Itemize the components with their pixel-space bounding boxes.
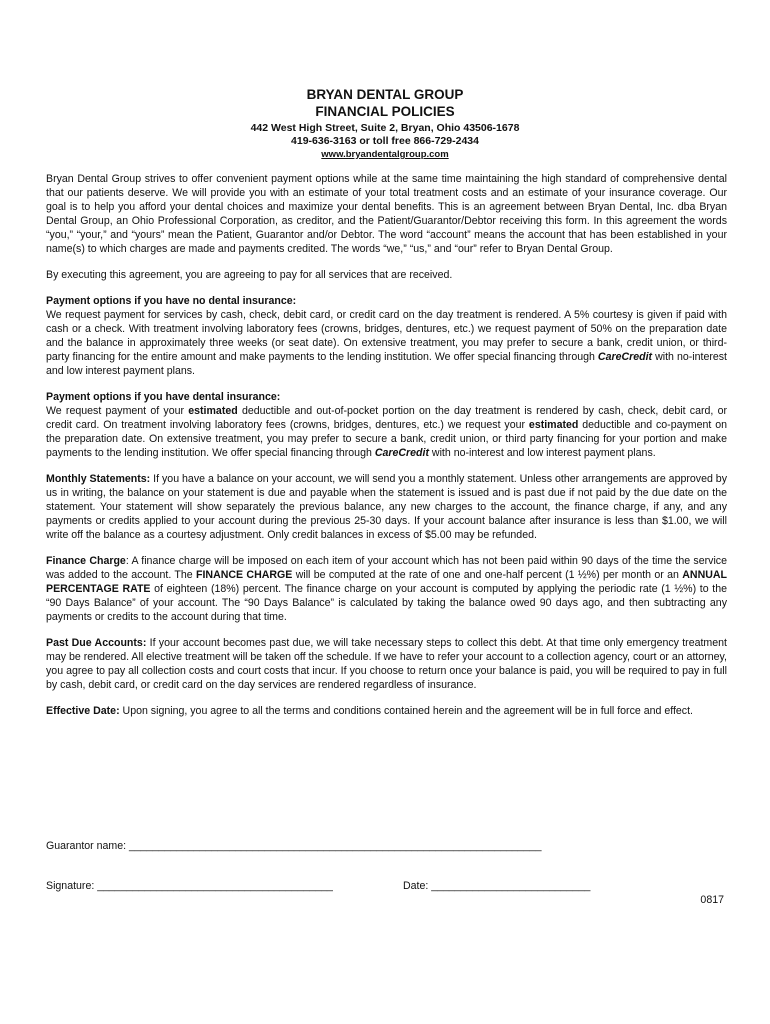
monthly-statements-label: Monthly Statements: (46, 473, 151, 485)
finance-charge-section (46, 554, 727, 624)
carecredit-name: CareCredit (374, 447, 429, 459)
finance-text-c: of eighteen (18%) percent. The finance charge on your account is computed by applying the periodic rate (1 ½%) to the “90 Days Balance” of your account. The “90 Days Balance” is calculated by taking the balance owed 90 days ago, and then subtracting any payments or credits to the account during that time. (46, 583, 727, 623)
signature-field[interactable]: ________________________________________ (97, 880, 333, 892)
website-link[interactable]: www.bryandentalgroup.com (321, 149, 449, 160)
date-label: Date: (403, 880, 429, 892)
no-insurance-text-a: We request payment for services by cash, check, debit card, or credit card on the day treatment is rendered. A 5% courtesy is given if paid with cash or a check. With treatment involving laboratory fees (crowns, bridges, dentures, etc.) we request payment of 50% on the preparation date and the balance in approximately three weeks (or seat date). On extensive treatment, you may prefer to secure a bank, credit union, or third-party financing for the entire amount and make payments to the lending institution. We offer special financing through (46, 309, 727, 363)
signature-label: Signature: (46, 880, 95, 892)
address: 442 West High Street, Suite 2, Bryan, Ohio 43506-1678 (250, 122, 520, 134)
estimated-term: estimated (528, 419, 579, 431)
effective-date-text: Upon signing, you agree to all the terms and conditions contained herein and the agreement will be in full force and effect. (119, 705, 693, 717)
insurance-text-a: We request payment of your (46, 405, 189, 417)
insurance-title: Payment options if you have dental insurance: (46, 391, 281, 403)
document-title: FINANCIAL POLICIES (315, 104, 455, 119)
finance-text-b: will be computed at the rate of one and one-half percent (1 ½%) per month or an (292, 569, 683, 581)
date-field[interactable]: ___________________________ (431, 880, 591, 892)
insurance-text-b: deductible and out-of-pocket portion on the day treatment is rendered by cash, check, debit card, or credit card. On treatment involving laboratory fees (crowns, bridges, dentures, etc.) we request your (46, 405, 727, 431)
signature-group (46, 880, 333, 892)
finance-charge-label: Finance Charge (46, 555, 126, 567)
letterhead (0, 86, 770, 161)
finance-charge-term: FINANCE CHARGE (196, 569, 293, 581)
apr-term: ANNUAL PERCENTAGE RATE (46, 569, 728, 595)
no-insurance-title: Payment options if you have no dental insurance: (46, 295, 297, 307)
monthly-statements-section (46, 472, 727, 542)
carecredit-name: CareCredit (597, 351, 653, 363)
group-name: BRYAN DENTAL GROUP (306, 87, 464, 102)
form-code: 0817 (700, 894, 724, 906)
agreement-paragraph: By executing this agreement, you are agreeing to pay for all services that are received. (46, 269, 453, 281)
intro-paragraph: Bryan Dental Group strives to offer convenient payment options while at the same time maintaining the high standard of comprehensive dental that our patients deserve. We will provide you with an estimate of your total treatment costs and an estimate of your insurance coverage. Our goal is to help you afford your dental choices and maximize your dental benefits. This is an agreement between Bryan Dental, Inc. dba Bryan Dental Group, an Ohio Professional Corporation, as creditor, and the Patient/Guarantor/Debtor receiving this form. In this agreement the words “you,” “your,” and “yours” mean the Patient, Guarantor and/or Debtor. The word “account” means the account that has been established in your name(s) to which charges are made and payments credited. The words “we,” “us,” and “our” refer to Bryan Dental Group. (46, 173, 727, 255)
policy-body (46, 172, 727, 730)
insurance-section (46, 390, 727, 460)
effective-date-section (46, 704, 727, 718)
finance-text-a: : A finance charge will be imposed on each item of your account which has not been paid within 90 days of the time the service was added to the account. The (46, 555, 727, 581)
no-insurance-section (46, 294, 727, 378)
past-due-text: If your account becomes past due, we will take necessary steps to collect this debt. At that time only emergency treatment may be rendered. All elective treatment will be taken off the schedule. If we have to refer your account to a collection agency, court or an attorney, you agree to pay all collection costs and court costs that incur. If you choose to return once your balance is paid, you will be required to pay in full by cash, debit card, or credit card on the day services are rendered regardless of insurance. (46, 637, 727, 691)
date-group (403, 880, 590, 892)
phone: 419-636-3163 or toll free 866-729-2434 (291, 135, 479, 147)
guarantor-name-label: Guarantor name: (46, 840, 127, 852)
past-due-section (46, 636, 727, 692)
insurance-text-c: deductible and co-payment on the preparation date. On extensive treatment, you may prefer to secure a bank, credit union, or third party financing for your portion and make payments to the lending institution. We offer special financing through (46, 419, 727, 459)
insurance-text-d: with no-interest and low interest payment plans. (428, 447, 656, 459)
no-insurance-text-b: with no-interest and low interest payment plans. (46, 351, 727, 377)
monthly-statements-text: If you have a balance on your account, we will send you a monthly statement. Unless other arrangements are approved by us in writing, the balance on your statement is due and payable when the statement is issued and is past due if not paid by the due date on the statement. Your statement will show separately the previous balance, any new charges to the account, the finance charge, if any, and any payments or credits applied to your account during the previous 25-30 days. If your account balance after insurance is less than $1.00, we will write off the balance as a courtesy adjustment. Only credit balances in excess of $5.00 may be refunded. (46, 473, 727, 541)
guarantor-name-row (46, 840, 541, 852)
guarantor-name-field[interactable]: ______________________________________________________________________ (129, 840, 542, 852)
estimated-term: estimated (188, 405, 238, 417)
past-due-label: Past Due Accounts: (46, 637, 147, 649)
effective-date-label: Effective Date: (46, 705, 120, 717)
